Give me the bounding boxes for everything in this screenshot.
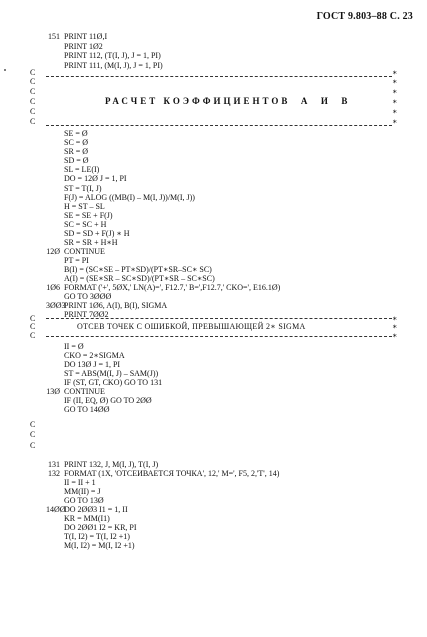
comment-marker: C [30,107,36,116]
code-line: CKO = 2∗SIGMA [64,351,125,360]
code-line: FORMAT (1X, 'ОТСЕИВАЕТСЯ ТОЧКА', 12,' M=', F5, 2,'T', 14) [64,469,280,478]
code-line: II = Ø [64,342,84,351]
code-line: ST = ABS(M(I, J) – SAM(J)) [64,369,159,378]
code-line: SC = Ø [64,138,89,147]
comment-marker: C [30,322,36,331]
code-line: GO TO 3ØØØ [64,292,112,301]
box-star: ∗ [392,117,398,126]
stray-mark [4,69,6,71]
code-line: DO = 12Ø J = 1, PI [64,174,127,183]
statement-label: 14ØØ [46,505,66,514]
code-line: PRINT 111, (M(I, J), J = 1, PI) [64,61,163,70]
box-star: ∗ [392,87,398,96]
code-line: ST = T(I, J) [64,184,102,193]
code-line: CONTINUE [64,247,105,256]
code-line: SD = SD + F(J) ∗ H [64,229,130,238]
code-line: PRINT 11Ø,I [64,32,108,41]
comment-marker: C [30,420,36,429]
code-line: DO 2ØØ3 I1 = 1, II [64,505,128,514]
box-star: ∗ [392,107,398,116]
statement-label: 3ØØ3 [46,301,66,310]
code-line: IF (II, EQ, Ø) GO TO 2ØØ [64,396,152,405]
code-line: H = ST – SL [64,202,105,211]
comment-marker: C [30,430,36,439]
comment-marker: C [30,87,36,96]
statement-label: 12Ø [46,247,60,256]
code-line: T(I, I2) = T(I, I2 +1) [64,532,130,541]
comment-marker: C [30,68,36,77]
code-line: GO TO 13Ø [64,496,104,505]
code-line: SL = LE(I) [64,165,100,174]
statement-label: 131 [48,460,60,469]
code-line: PRINT 132, J, M(I, J), T(I, J) [64,460,159,469]
code-line: CONTINUE [64,387,105,396]
comment-marker: C [30,441,36,450]
code-line: SD = Ø [64,156,89,165]
comment-marker: C [30,314,36,323]
code-line: IF (ST, GT, CKO) GO TO 131 [64,378,163,387]
code-line: DO 13Ø J = 1, PI [64,360,121,369]
box-star: ∗ [392,77,398,86]
comment-marker: C [30,117,36,126]
code-line: PRINT 1Ø6, A(I), B(I), SIGMA [64,301,168,310]
box1-bottom-rule [46,125,392,126]
box-star: ∗ [392,322,398,331]
code-line: PRINT 7ØØ2 [64,310,109,319]
code-line: SR = Ø [64,147,89,156]
comment-marker: C [30,77,36,86]
statement-label: 132 [48,469,60,478]
code-line: B(I) = (SC∗SE – PT∗SD)/(PT∗SR–SC∗ SC) [64,265,212,274]
code-line: SE = Ø [64,129,88,138]
comment-marker: C [30,331,36,340]
box2-bottom-rule [46,336,392,337]
code-line: GO TO 14ØØ [64,405,110,414]
code-line: II = II + 1 [64,478,96,487]
comment-marker: C [30,97,36,106]
code-line: A(I) = (SE∗SR – SC∗SD)/(PT∗SR – SC∗SC) [64,274,215,283]
box-star: ∗ [392,331,398,340]
box2-top-rule [46,318,392,319]
box2-title: ОТСЕВ ТОЧЕК С ОШИБКОЙ, ПРЕВЫШАЮЩЕЙ 2∗ SIGMA [77,322,306,331]
box-star: ∗ [392,68,398,77]
code-line: SE = SE + F(J) [64,211,113,220]
statement-label: 151 [48,32,60,41]
box-star: ∗ [392,97,398,106]
code-line: F(J) = ALOG ((MB(I) – M(I, J))/M(I, J)) [64,193,195,202]
code-line: FORMAT ('+', 5ØX,' LN(A)=', F12.7,' B=',F12.7,' CKO=', E16.1Ø) [64,283,281,292]
code-line: SC = SC + H [64,220,107,229]
statement-label: 1Ø6 [46,283,60,292]
code-line: KR = MM(I1) [64,514,110,523]
page-header-standard: ГОСТ 9.803–88 С. 23 [316,11,413,22]
box1-title: РАСЧЕТ КОЭФФИЦИЕНТОВ А И В [105,96,351,106]
box-star: ∗ [392,314,398,323]
box1-top-rule [46,76,392,77]
code-line: PRINT 1Ø2 [64,42,103,51]
code-line: SR = SR + H∗H [64,238,118,247]
code-line: PRINT 112, (T(I, J), J = 1, PI) [64,51,161,60]
code-line: DO 2ØØ1 I2 = KR, PI [64,523,137,532]
statement-label: 13Ø [46,387,60,396]
code-line: M(I, I2) = M(I, I2 +1) [64,541,135,550]
code-line: MM(II) = J [64,487,101,496]
code-line: PT = PI [64,256,89,265]
